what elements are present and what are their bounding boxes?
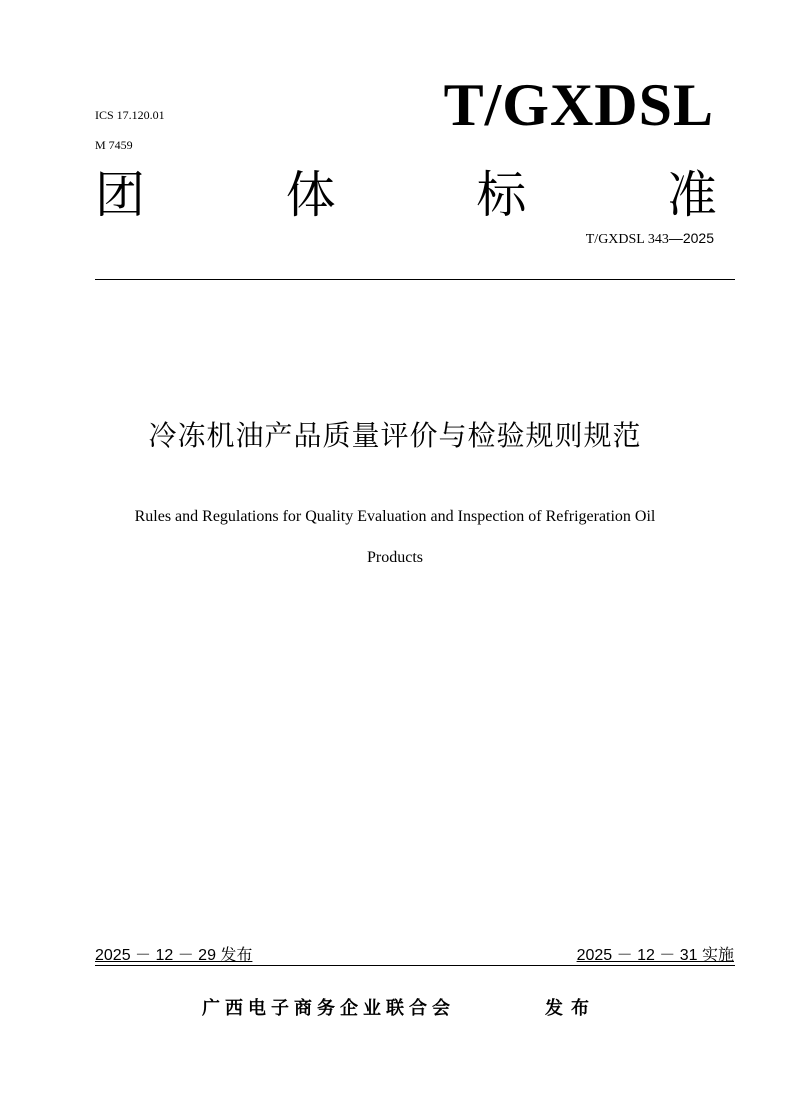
issue-date: 2025 － 12 － 29 发布 bbox=[95, 947, 253, 964]
document-title-english-line1: Rules and Regulations for Quality Evaluation and Inspection of Refrigeration Oil bbox=[134, 508, 656, 525]
ics-code: ICS 17.120.01 bbox=[95, 108, 165, 122]
standard-type-char: 团 bbox=[95, 166, 145, 224]
standard-code-heading: T/GXDSL bbox=[443, 72, 714, 138]
standard-type-heading bbox=[95, 164, 717, 228]
standard-type-char: 准 bbox=[666, 166, 717, 224]
implementation-date: 2025 － 12 － 31 实施 bbox=[576, 947, 734, 964]
standard-number-prefix: T/GXDSL 343 bbox=[585, 232, 669, 247]
header-divider bbox=[95, 279, 735, 280]
publisher-name: 广西电子商务企业联合会 bbox=[202, 998, 455, 1019]
document-title-english-line2: Products bbox=[367, 549, 423, 566]
standard-number-year: —2025 bbox=[668, 230, 714, 246]
publish-label: 发布 bbox=[545, 998, 597, 1019]
document-title-chinese: 冷冻机油产品质量评价与检验规则规范 bbox=[148, 419, 642, 452]
footer-divider bbox=[95, 965, 735, 966]
standard-type-char: 标 bbox=[476, 166, 527, 224]
ccs-code: M 7459 bbox=[95, 138, 133, 152]
standard-type-char: 体 bbox=[285, 166, 336, 224]
standard-number bbox=[586, 229, 714, 249]
